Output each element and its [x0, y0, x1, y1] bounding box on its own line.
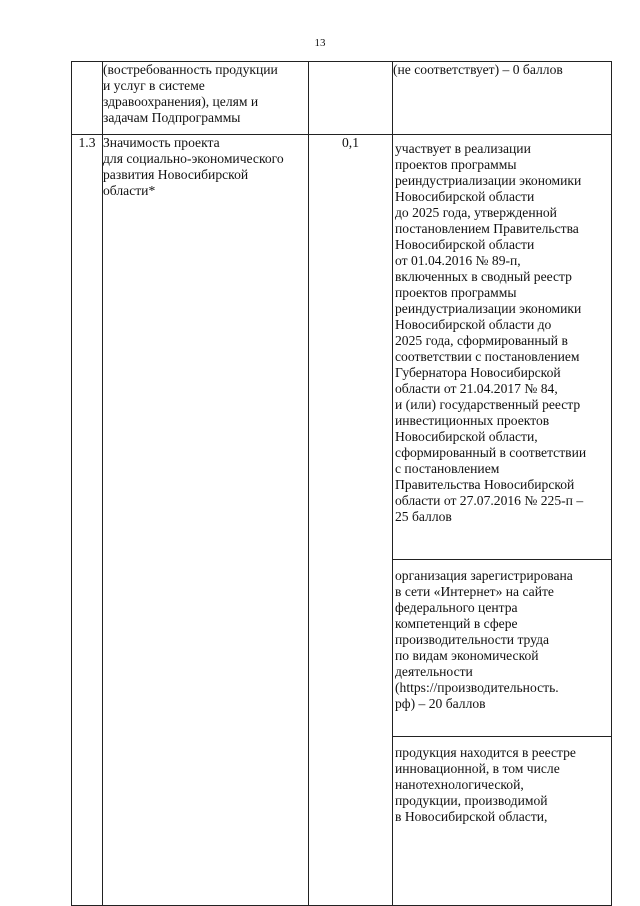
- table-row-1-3: [72, 135, 612, 906]
- score-line: включенных в сводный реестр: [395, 269, 572, 284]
- score-line: проектов программы: [395, 285, 517, 300]
- criterion-line: (востребованность продукции: [103, 62, 278, 77]
- criterion-line: здравоохранения), целям и: [103, 94, 259, 109]
- score-line: постановлением Правительства: [395, 221, 579, 236]
- score-line: 2025 года, сформированный в: [395, 333, 568, 348]
- criterion-line: области*: [103, 183, 156, 198]
- score-line: области от 27.07.2016 № 225-п –: [395, 493, 584, 508]
- score-line: инновационной, в том числе: [395, 761, 560, 776]
- table-row-continuation: [72, 62, 612, 135]
- score-option-b: [393, 560, 611, 737]
- criterion-line: и услуг в системе: [103, 78, 205, 93]
- criterion-cell: [103, 62, 309, 135]
- score-line: Новосибирской области до: [395, 317, 552, 332]
- score-line: в Новосибирской области,: [395, 809, 548, 824]
- score-line: сформированный в соответствии: [395, 445, 587, 460]
- score-line: реиндустриализации экономики: [395, 301, 582, 316]
- score-line: области от 21.04.2017 № 84,: [395, 381, 558, 396]
- criterion-cell: [103, 135, 309, 906]
- score-line: Губернатора Новосибирской: [395, 365, 561, 380]
- row-number-cell: 1.3: [72, 135, 103, 906]
- criterion-line: развития Новосибирской: [103, 167, 249, 182]
- score-line: компетенций в сфере: [395, 616, 518, 631]
- score-line: по видам экономической: [395, 648, 539, 663]
- score-line: продукции, производимой: [395, 793, 548, 808]
- score-line: инвестиционных проектов: [395, 413, 550, 428]
- score-option-c: [393, 737, 611, 825]
- weight-cell: [309, 62, 393, 135]
- score-line: проектов программы: [395, 157, 517, 172]
- score-line: деятельности: [395, 664, 473, 679]
- score-line: (не соответствует) – 0 баллов: [393, 62, 563, 77]
- score-line: реиндустриализации экономики: [395, 173, 582, 188]
- weight-cell: 0,1: [309, 135, 393, 906]
- score-line: федерального центра: [395, 600, 518, 615]
- score-line: Новосибирской области: [395, 237, 535, 252]
- score-line: в сети «Интернет» на сайте: [395, 584, 554, 599]
- score-line: с постановлением: [395, 461, 500, 476]
- score-line: продукция находится в реестре: [395, 745, 576, 760]
- score-line: нанотехнологической,: [395, 777, 524, 792]
- score-line: Правительства Новосибирской: [395, 477, 575, 492]
- score-line: производительности труда: [395, 632, 550, 647]
- score-cell: [393, 62, 612, 135]
- score-line: организация зарегистрирована: [395, 568, 573, 583]
- page-number: 13: [314, 37, 326, 49]
- score-line: участвует в реализации: [395, 141, 531, 156]
- criterion-line: для социально-экономического: [103, 151, 284, 166]
- score-cell: [393, 135, 612, 906]
- score-option-a: [393, 135, 611, 560]
- score-line: соответствии с постановлением: [395, 349, 580, 364]
- score-line: рф) – 20 баллов: [395, 696, 486, 711]
- score-line: до 2025 года, утвержденной: [395, 205, 557, 220]
- score-line: 25 баллов: [395, 509, 452, 524]
- row-number-cell: [72, 62, 103, 135]
- score-line: от 01.04.2016 № 89-п,: [395, 253, 521, 268]
- criteria-table: [71, 61, 612, 906]
- score-line: Новосибирской области,: [395, 429, 538, 444]
- criterion-line: задачам Подпрограммы: [103, 110, 241, 125]
- score-line: и (или) государственный реестр: [395, 397, 581, 412]
- score-line: Новосибирской области: [395, 189, 535, 204]
- criterion-line: Значимость проекта: [103, 135, 220, 150]
- score-line: (https://производительность.: [395, 680, 559, 695]
